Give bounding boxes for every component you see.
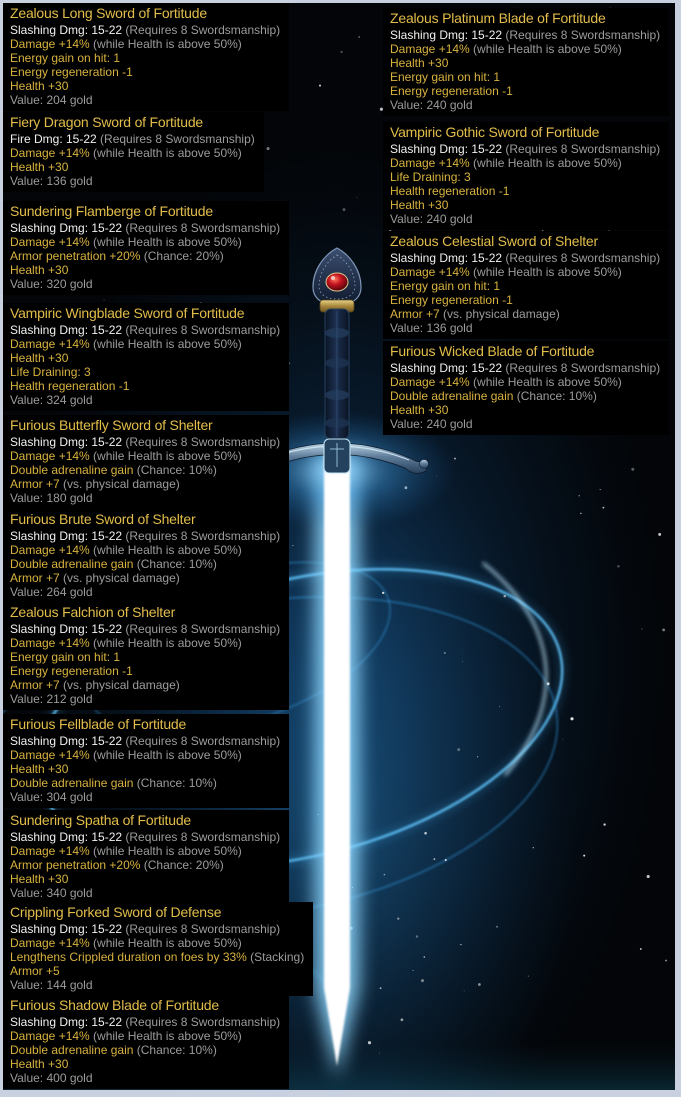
stat-segment: Armor +7 <box>10 571 60 585</box>
stat-segment: Health +30 <box>390 198 449 212</box>
stat-segment: Slashing Dmg: 15-22 <box>390 28 503 42</box>
stat-segment: Damage +14% <box>10 748 90 762</box>
item-stat-line <box>10 221 280 235</box>
stat-segment: (while Health is above 50%) <box>89 37 242 51</box>
stat-segment: (Requires 8 Swordsmanship) <box>122 622 281 636</box>
item-title: Vampiric Gothic Sword of Fortitude <box>390 124 600 140</box>
item-stat-line <box>10 776 280 790</box>
stat-segment: (vs. physical damage) <box>59 678 180 692</box>
item-stat-line <box>390 251 660 265</box>
item-stat-line <box>10 277 280 291</box>
item-title: Furious Butterfly Sword of Shelter <box>10 417 213 433</box>
stat-segment: Value: 240 gold <box>390 98 473 112</box>
item-stat-line <box>10 622 280 636</box>
item-tooltip <box>3 3 289 111</box>
item-stat-line <box>10 1015 280 1029</box>
stat-segment: Value: 264 gold <box>10 585 93 599</box>
item-stat-line <box>10 762 280 776</box>
item-title: Zealous Celestial Sword of Shelter <box>390 233 598 249</box>
stat-segment: Health +30 <box>390 56 449 70</box>
stat-segment: Slashing Dmg: 15-22 <box>10 1015 123 1029</box>
stat-segment: Double adrenaline gain <box>390 389 514 403</box>
item-stat-line <box>10 922 304 936</box>
item-tooltip <box>3 112 264 192</box>
stat-segment: Lengthens Crippled duration on foes by 33% <box>10 950 247 964</box>
stat-segment: Damage +14% <box>390 156 470 170</box>
item-stat-line <box>10 543 280 557</box>
item-title: Crippling Forked Sword of Defense <box>10 904 222 920</box>
stat-segment: Damage +14% <box>10 37 90 51</box>
stat-segment: Health +30 <box>10 762 69 776</box>
gem-highlight <box>331 276 335 280</box>
item-tooltip <box>3 303 289 411</box>
stat-segment: Health +30 <box>10 79 69 93</box>
stat-segment: (while Health is above 50%) <box>89 235 242 249</box>
item-stat-line <box>390 170 660 184</box>
item-stat-line <box>10 950 304 964</box>
item-stat-line <box>10 692 280 706</box>
stat-segment: Value: 180 gold <box>10 491 93 505</box>
item-stat-line <box>10 978 304 992</box>
stat-segment: (Chance: 20%) <box>140 249 224 263</box>
item-stat-line <box>10 650 280 664</box>
item-stat-line <box>10 734 280 748</box>
stat-segment: Damage +14% <box>10 146 90 160</box>
item-stat-line <box>10 435 280 449</box>
stat-segment: (Chance: 10%) <box>133 557 217 571</box>
item-tooltip <box>383 8 669 116</box>
stat-segment: Value: 144 gold <box>10 978 93 992</box>
item-stat-line <box>390 389 660 403</box>
item-tooltip <box>383 341 669 435</box>
stat-segment: Damage +14% <box>10 936 90 950</box>
item-stat-line <box>390 156 660 170</box>
stat-segment: (Requires 8 Swordsmanship) <box>122 1015 281 1029</box>
item-stat-line <box>10 936 304 950</box>
item-title: Sundering Flamberge of Fortitude <box>10 203 213 219</box>
stat-segment: Value: 320 gold <box>10 277 93 291</box>
stat-segment: Value: 204 gold <box>10 93 93 107</box>
stat-segment: Value: 136 gold <box>10 174 93 188</box>
item-stat-line <box>10 463 280 477</box>
item-stat-line <box>10 393 280 407</box>
item-stat-line <box>390 84 660 98</box>
stat-segment: Energy regeneration -1 <box>390 84 513 98</box>
stat-segment: Slashing Dmg: 15-22 <box>10 622 123 636</box>
stat-segment: (Requires 8 Swordsmanship) <box>122 221 281 235</box>
stat-segment: Value: 136 gold <box>390 321 473 335</box>
stat-segment: Slashing Dmg: 15-22 <box>10 323 123 337</box>
stat-segment: Damage +14% <box>10 449 90 463</box>
item-title: Fiery Dragon Sword of Fortitude <box>10 114 203 130</box>
item-stat-line <box>10 557 280 571</box>
item-tooltip <box>3 714 289 808</box>
item-stat-line <box>10 132 255 146</box>
stat-segment: (vs. physical damage) <box>59 477 180 491</box>
stat-segment: Damage +14% <box>390 265 470 279</box>
crossguard-right-tip <box>420 460 429 469</box>
item-stat-line <box>10 323 280 337</box>
stat-segment: (while Health is above 50%) <box>89 449 242 463</box>
stat-segment: (Chance: 10%) <box>133 463 217 477</box>
item-stat-line <box>10 51 280 65</box>
item-tooltip <box>3 509 289 603</box>
stat-segment: Damage +14% <box>390 42 470 56</box>
stat-segment: (vs. physical damage) <box>59 571 180 585</box>
item-title: Sundering Spatha of Fortitude <box>10 812 191 828</box>
stat-segment: (Requires 8 Swordsmanship) <box>502 251 661 265</box>
stat-segment: (while Health is above 50%) <box>89 936 242 950</box>
stat-segment: (while Health is above 50%) <box>89 337 242 351</box>
item-title: Furious Shadow Blade of Fortitude <box>10 997 219 1013</box>
stat-segment: Fire Dmg: 15-22 <box>10 132 97 146</box>
item-stat-line <box>10 529 280 543</box>
stat-segment: Double adrenaline gain <box>10 557 134 571</box>
stat-segment: (Requires 8 Swordsmanship) <box>502 28 661 42</box>
stat-segment: (while Health is above 50%) <box>89 1029 242 1043</box>
stat-segment: Armor penetration +20% <box>10 858 141 872</box>
stat-segment: Energy regeneration -1 <box>10 664 133 678</box>
item-stat-line <box>10 571 280 585</box>
item-tooltip <box>3 995 289 1089</box>
stat-segment: Energy gain on hit: 1 <box>390 279 501 293</box>
item-stat-line <box>10 379 280 393</box>
item-stat-line <box>390 361 660 375</box>
stat-segment: (while Health is above 50%) <box>469 42 622 56</box>
stat-segment: (while Health is above 50%) <box>469 156 622 170</box>
stat-segment: Value: 212 gold <box>10 692 93 706</box>
stat-segment: Health +30 <box>10 160 69 174</box>
stat-segment: (Requires 8 Swordsmanship) <box>122 435 281 449</box>
item-stat-line <box>10 678 280 692</box>
stat-segment: Double adrenaline gain <box>10 463 134 477</box>
item-stat-line <box>390 56 660 70</box>
stat-segment: Slashing Dmg: 15-22 <box>10 221 123 235</box>
item-tooltip <box>3 602 289 710</box>
stat-segment: Health +30 <box>10 263 69 277</box>
stat-segment: Energy gain on hit: 1 <box>10 51 121 65</box>
stat-segment: (Chance: 10%) <box>513 389 597 403</box>
stat-segment: Damage +14% <box>10 543 90 557</box>
stat-segment: (while Health is above 50%) <box>89 146 242 160</box>
stat-segment: Slashing Dmg: 15-22 <box>10 734 123 748</box>
item-title: Vampiric Wingblade Sword of Fortitude <box>10 305 245 321</box>
stat-segment: (Requires 8 Swordsmanship) <box>122 23 281 37</box>
item-stat-line <box>10 830 280 844</box>
stat-segment: Health regeneration -1 <box>10 379 130 393</box>
item-stat-line <box>10 477 280 491</box>
item-title: Zealous Falchion of Shelter <box>10 604 176 620</box>
item-stat-line <box>10 23 280 37</box>
stat-segment: Health +30 <box>10 872 69 886</box>
item-stat-line <box>390 98 660 112</box>
item-stat-line <box>10 664 280 678</box>
item-stat-line <box>10 585 280 599</box>
stat-segment: (Chance: 10%) <box>133 776 217 790</box>
stat-segment: Slashing Dmg: 15-22 <box>390 361 503 375</box>
item-tooltip <box>3 415 289 509</box>
item-tooltip <box>3 201 289 295</box>
item-stat-line <box>10 636 280 650</box>
item-stat-line <box>390 198 660 212</box>
stat-segment: (Requires 8 Swordsmanship) <box>122 830 281 844</box>
stat-segment: (Requires 8 Swordsmanship) <box>122 323 281 337</box>
item-stat-line <box>10 1057 280 1071</box>
item-stat-line <box>390 417 660 431</box>
stat-segment: Armor penetration +20% <box>10 249 141 263</box>
stat-segment: Health +30 <box>10 351 69 365</box>
item-stat-line <box>390 212 660 226</box>
stat-segment: (Stacking) <box>246 950 305 964</box>
item-stat-line <box>390 279 660 293</box>
stat-segment: Health +30 <box>390 403 449 417</box>
scene <box>3 3 675 1090</box>
item-stat-line <box>390 184 660 198</box>
item-stat-line <box>10 1043 280 1057</box>
stat-segment: Damage +14% <box>10 337 90 351</box>
item-stat-line <box>10 65 280 79</box>
stat-segment: Slashing Dmg: 15-22 <box>390 142 503 156</box>
item-stat-line <box>10 790 280 804</box>
stat-segment: Damage +14% <box>10 636 90 650</box>
item-stat-line <box>10 79 280 93</box>
stat-segment: (while Health is above 50%) <box>89 748 242 762</box>
item-stat-line <box>10 263 280 277</box>
item-stat-line <box>390 70 660 84</box>
stat-segment: Slashing Dmg: 15-22 <box>10 922 123 936</box>
stat-segment: Armor +7 <box>10 678 60 692</box>
stat-segment: Value: 400 gold <box>10 1071 93 1085</box>
stat-segment: (Requires 8 Swordsmanship) <box>502 361 661 375</box>
stat-segment: Damage +14% <box>390 375 470 389</box>
item-stat-line <box>10 146 255 160</box>
stat-segment: (Chance: 10%) <box>133 1043 217 1057</box>
item-stat-line <box>10 886 280 900</box>
item-stat-line <box>10 249 280 263</box>
stat-segment: Slashing Dmg: 15-22 <box>10 435 123 449</box>
stat-segment: Energy regeneration -1 <box>390 293 513 307</box>
stat-segment: (Requires 8 Swordsmanship) <box>122 922 281 936</box>
item-title: Zealous Long Sword of Fortitude <box>10 5 207 21</box>
item-stat-line <box>10 93 280 107</box>
item-stat-line <box>10 872 280 886</box>
stat-segment: Health +30 <box>10 1057 69 1071</box>
item-stat-line <box>390 293 660 307</box>
item-stat-line <box>10 449 280 463</box>
stat-segment: Life Draining: 3 <box>390 170 471 184</box>
stat-segment: (while Health is above 50%) <box>89 543 242 557</box>
stat-segment: (while Health is above 50%) <box>89 844 242 858</box>
stat-segment: Armor +7 <box>390 307 440 321</box>
stat-segment: (Requires 8 Swordsmanship) <box>96 132 255 146</box>
item-stat-line <box>10 365 280 379</box>
stat-segment: Value: 340 gold <box>10 886 93 900</box>
stat-segment: Slashing Dmg: 15-22 <box>10 23 123 37</box>
item-stat-line <box>10 858 280 872</box>
stat-segment: (while Health is above 50%) <box>469 265 622 279</box>
item-stat-line <box>390 28 660 42</box>
stat-segment: Health regeneration -1 <box>390 184 510 198</box>
item-stat-line <box>10 37 280 51</box>
item-stat-line <box>390 42 660 56</box>
item-title: Zealous Platinum Blade of Fortitude <box>390 10 606 26</box>
stat-segment: Energy gain on hit: 1 <box>390 70 501 84</box>
item-stat-line <box>10 1071 280 1085</box>
item-stat-line <box>390 265 660 279</box>
item-title: Furious Wicked Blade of Fortitude <box>390 343 595 359</box>
item-tooltip <box>383 231 669 339</box>
stat-segment: (Requires 8 Swordsmanship) <box>122 734 281 748</box>
item-stat-line <box>10 491 280 505</box>
item-stat-line <box>10 748 280 762</box>
stat-segment: Damage +14% <box>10 844 90 858</box>
stat-segment: Damage +14% <box>10 235 90 249</box>
stat-segment: Slashing Dmg: 15-22 <box>390 251 503 265</box>
item-stat-line <box>390 321 660 335</box>
stat-segment: Energy regeneration -1 <box>10 65 133 79</box>
item-stat-line <box>10 844 280 858</box>
stat-segment: Value: 324 gold <box>10 393 93 407</box>
stat-segment: Value: 240 gold <box>390 212 473 226</box>
item-stat-line <box>10 160 255 174</box>
item-stat-line <box>390 142 660 156</box>
stat-segment: (Chance: 20%) <box>140 858 224 872</box>
item-tooltip <box>3 810 289 904</box>
stat-segment: (vs. physical damage) <box>439 307 560 321</box>
stat-segment: Armor +5 <box>10 964 60 978</box>
item-title: Furious Brute Sword of Shelter <box>10 511 196 527</box>
stat-segment: Value: 240 gold <box>390 417 473 431</box>
item-stat-line <box>390 307 660 321</box>
item-stat-line <box>10 337 280 351</box>
item-stat-line <box>10 351 280 365</box>
stat-segment: (while Health is above 50%) <box>469 375 622 389</box>
stat-segment: (while Health is above 50%) <box>89 636 242 650</box>
item-stat-line <box>390 375 660 389</box>
pommel-gem <box>326 273 348 291</box>
item-stat-line <box>10 174 255 188</box>
stat-segment: Value: 304 gold <box>10 790 93 804</box>
item-tooltip <box>383 122 669 230</box>
stat-segment: Double adrenaline gain <box>10 1043 134 1057</box>
stat-segment: Energy gain on hit: 1 <box>10 650 121 664</box>
stat-segment: Slashing Dmg: 15-22 <box>10 529 123 543</box>
stat-segment: Double adrenaline gain <box>10 776 134 790</box>
item-tooltip <box>3 902 313 996</box>
stat-segment: (Requires 8 Swordsmanship) <box>502 142 661 156</box>
stat-segment: Life Draining: 3 <box>10 365 91 379</box>
item-stat-line <box>10 235 280 249</box>
stat-segment: Damage +14% <box>10 1029 90 1043</box>
item-title: Furious Fellblade of Fortitude <box>10 716 187 732</box>
item-stat-line <box>10 964 304 978</box>
stat-segment: Slashing Dmg: 15-22 <box>10 830 123 844</box>
item-stat-line <box>390 403 660 417</box>
stat-segment: Armor +7 <box>10 477 60 491</box>
stat-segment: (Requires 8 Swordsmanship) <box>122 529 281 543</box>
item-stat-line <box>10 1029 280 1043</box>
blade-core <box>324 455 350 1066</box>
